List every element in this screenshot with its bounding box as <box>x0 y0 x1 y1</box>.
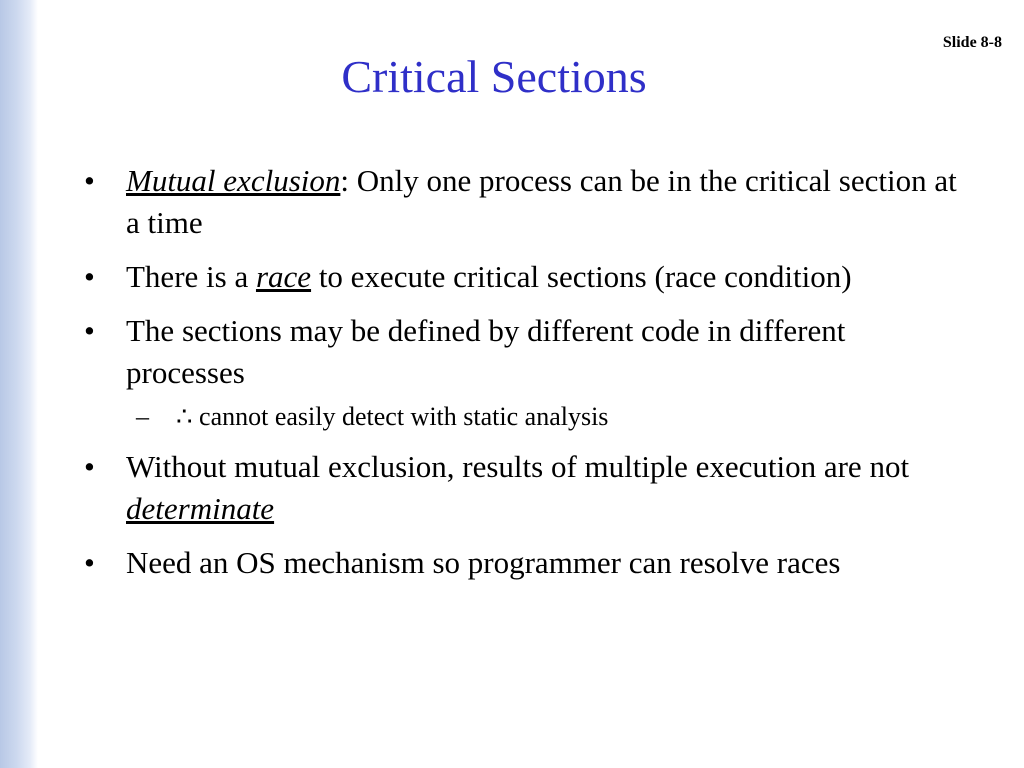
slide-content <box>80 160 960 596</box>
bullet-text: There is a <box>126 259 256 294</box>
bullet-text: to execute critical sections (race condition) <box>311 259 852 294</box>
bullet-item <box>80 542 960 584</box>
bullet-item <box>80 160 960 244</box>
bullet-text: Need an OS mechanism so programmer can resolve races <box>126 545 841 580</box>
slide-number: Slide 8-8 <box>942 34 1002 51</box>
bullet-emphasis: determinate <box>126 491 275 526</box>
bullet-marker: • <box>84 545 95 580</box>
sub-bullet-item <box>80 400 960 434</box>
bullet-emphasis: race <box>255 259 312 294</box>
bullet-item <box>80 310 960 394</box>
bullet-text: The sections may be defined by different code in different processes <box>126 313 846 390</box>
bullet-marker: • <box>84 259 95 294</box>
bullet-item <box>80 256 960 298</box>
sub-bullet-marker: – <box>136 402 149 431</box>
bullet-text: : Only one process can be in the critical section at a time <box>126 163 957 240</box>
slide-title: Critical Sections <box>341 51 647 102</box>
bullet-item <box>80 446 960 530</box>
side-gradient-bar <box>0 0 38 768</box>
bullet-marker: • <box>84 449 95 484</box>
bullet-emphasis: Mutual exclusion <box>126 163 341 198</box>
bullet-marker: • <box>84 313 95 348</box>
bullet-text: Without mutual exclusion, results of multiple execution are not <box>126 449 910 484</box>
sub-bullet-text: ∴ cannot easily detect with static analysis <box>176 402 609 431</box>
bullet-marker: • <box>84 163 95 198</box>
